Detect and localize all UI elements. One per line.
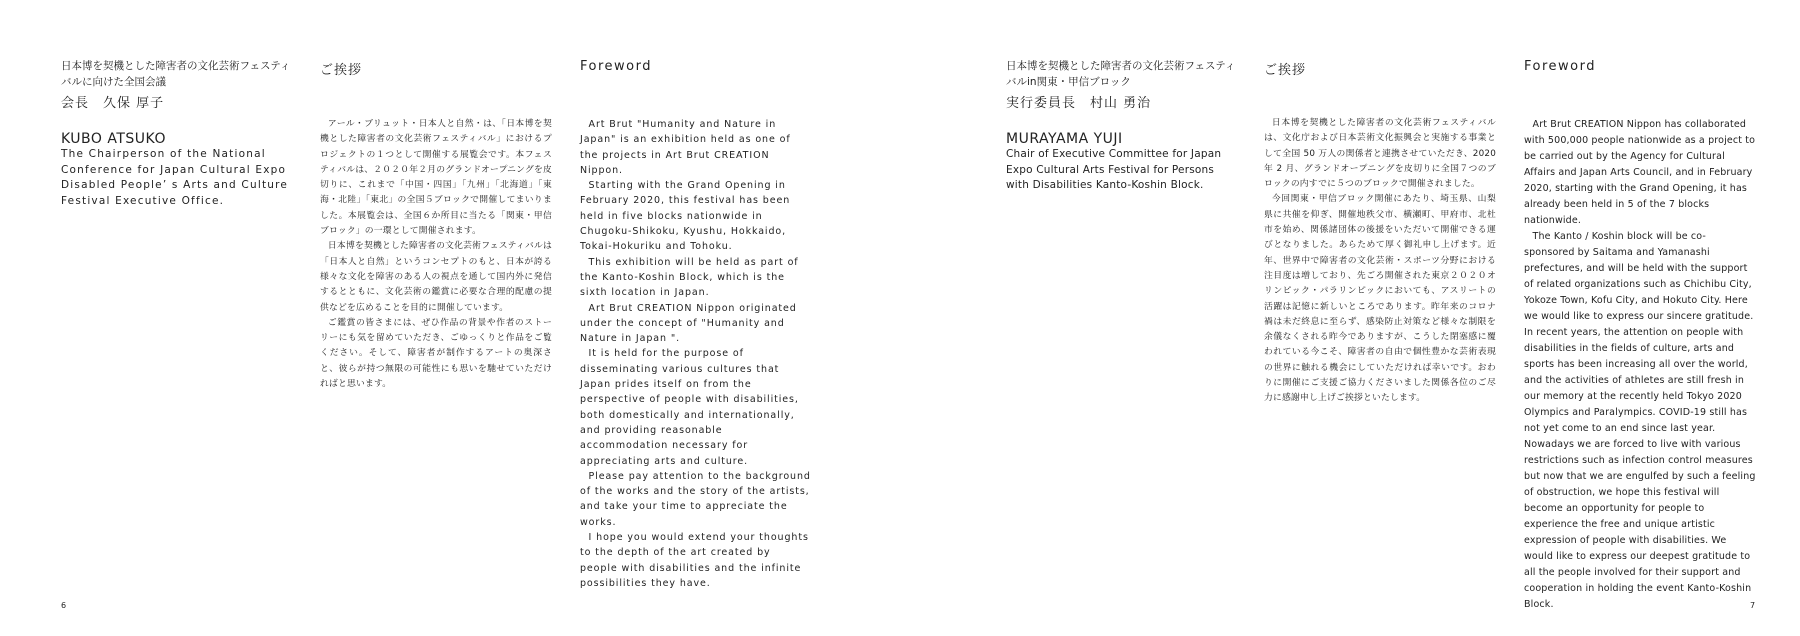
right-greeting-body <box>1264 116 1496 407</box>
right-name-en: MURAYAMA YUJI <box>1006 131 1123 147</box>
left-greeting-paragraph: ご鑑賞の皆さまには、ぜひ作品の背景や作者のストーリーにも気を留めていただき、ごゆっくりと作品をご覧ください。そして、障害者が制作するアートの奥深さと、彼らが持つ無限の可能性にも思いを馳せていただければと思います。 <box>320 317 552 390</box>
right-greeting-paragraph: 今回関東・甲信ブロック開催にあたり、埼玉県、山梨県に共催を仰ぎ、開催地秩父市、横瀬町、甲府市、北杜市を始め、関係諸団体の後援をいただいて開催できる運びとなりました。あらためて厚く御礼申し上げます。近年、世界中で障害者の文化芸術・スポーツ分野における注目度は増しており、先ごろ開催された東京２０２０オリンピック・パラリンピックにおいても、アスリートの活躍は記憶に新しいところであります。昨年来のコロナ禍は未だ終息に至らず、感染防止対策など様々な制限を余儀なくされる昨今でありますが、こうした閉塞感に覆われている今こそ、障害者の自由で個性豊かな芸術表現の世界に触れる機会にしていただければ幸いです。おわりに開催にご支援ご協力くださいました関係各位のご尽力に感謝申し上げご挨拶といたします。 <box>1264 194 1496 404</box>
left-foreword-paragraph: Art Brut "Humanity and Nature in Japan" is an exhibition held as one of the projects in Art Brut CREATION Nippon. <box>580 119 791 176</box>
left-name-ja: 会長 久保 厚子 <box>61 96 165 111</box>
left-greeting-body <box>320 117 552 392</box>
right-foreword-heading: Foreword <box>1524 59 1596 74</box>
left-greeting-paragraph: アール・ブリュット・日本人と自然・は、「日本博を契機とした障害者の文化芸術フェスティバル」におけるプロジェクトの１つとして開催する展覧会です。本フェスティバルは、２０２０年２月のグランドオープニングを皮切りに、これまで「中国・四国」「九州」「北海道」「東海・北陸」「東北」の全国５ブロックで開催してまいりました。本展覧会は、全国６か所目に当たる「関東・甲信ブロック」の一環として開催されます。 <box>320 119 552 237</box>
right-foreword-paragraph: The Kanto / Koshin block will be co-sponsored by Saitama and Yamanashi prefectures, and will be held with the support of related organizations such as Chichibu City, Yokoze Town, Kofu City, and Hokuto City. Here we would like to express our sincere gratitude. In recent years, the attention on people with disabilities in the fields of culture, arts and sports has been increasing all over the world, and the activities of athletes are still fresh in our memory at the recently held Tokyo 2020 Olympics and Paralympics. COVID-19 still has not yet come to an end since last year. Nowadays we are forced to live with various restrictions such as infection control measures but now that we are engulfed by such a feeling of obstruction, we hope this festival will become an opportunity for people to experience the free and unique artistic expression of people with disabilities. We would like to express our deepest gratitude to all the people involved for their support and cooperation in holding the event Kanto-Koshin Block. <box>1524 231 1756 610</box>
left-foreword-body <box>580 117 812 591</box>
right-page-number: 7 <box>1750 601 1756 610</box>
right-name-ja: 実行委員長 村山 勇治 <box>1006 96 1152 111</box>
left-greeting-paragraph: 日本博を契機とした障害者の文化芸術フェスティバルは「日本人と自然」というコンセプトのもと、日本が誇る様々な文化を障害のある人の視点を通して国内外に発信するとともに、文化芸術の鑑賞に必要な合理的配慮の提供などを広めることを目的に開催しています。 <box>320 241 552 313</box>
left-author-block <box>61 58 293 209</box>
right-author-block <box>1006 58 1238 194</box>
left-foreword-paragraph: Please pay attention to the background of the works and the story of the artists, and take your time to appreciate the works. <box>580 470 811 528</box>
right-foreword-paragraph: Art Brut CREATION Nippon has collaborated with 500,000 people nationwide as a project to be carried out by the Agency for Cultural Affairs and Japan Arts Council, and in February 2020, starting with the Grand Opening, it has already been held in 5 of the 7 blocks nationwide. <box>1524 119 1756 226</box>
right-title-en: Chair of Executive Committee for Japan Expo Cultural Arts Festival for Persons with Disabilities Kanto-Koshin Block. <box>1006 148 1222 191</box>
left-foreword-heading: Foreword <box>580 59 652 74</box>
left-foreword-paragraph: I hope you would extend your thoughts to the depth of the art created by people with disabilities and the infinite possibilities they have. <box>580 532 809 589</box>
left-foreword-paragraph: It is held for the purpose of disseminating various cultures that Japan prides itself on from the perspective of people with disabilities, both domestically and internationally, and providing reasonable accommodation necessary for appreciating arts and culture. <box>580 348 799 467</box>
left-foreword-paragraph: Starting with the Grand Opening in February 2020, this festival has been held in five blocks nationwide in Chugoku-Shikoku, Kyushu, Hokkaido, Tokai-Hokuriku and Tohoku. <box>580 180 791 253</box>
left-greeting-heading: ご挨拶 <box>320 63 363 78</box>
right-foreword-body <box>1524 117 1756 613</box>
right-greeting-heading: ご挨拶 <box>1264 63 1307 78</box>
right-organization: 日本博を契機とした障害者の文化芸術フェスティバルin関東・甲信ブロック <box>1006 60 1236 88</box>
left-page-number: 6 <box>61 601 67 610</box>
left-organization: 日本博を契機とした障害者の文化芸術フェスティバルに向けた全国会議 <box>61 60 291 88</box>
left-foreword-paragraph: This exhibition will be held as part of the Kanto-Koshin Block, which is the sixth location in Japan. <box>580 256 799 299</box>
left-title-en: The Chairperson of the National Conference for Japan Cultural Expo Disabled People’ s Arts and Culture Festival Executive Office. <box>61 148 289 207</box>
left-name-en: KUBO ATSUKO <box>61 131 166 147</box>
right-greeting-paragraph: 日本博を契機とした障害者の文化芸術フェスティバルは、文化庁および日本芸術文化振興会と実施する事業として全国 50 万人の関係者と連携させていただき、2020 年 2 月、グランドオープニングを皮切りに全国７つのブロックの内すでに５つのブロックで開催されました。 <box>1264 118 1496 190</box>
left-foreword-paragraph: Art Brut CREATION Nippon originated under the concept of "Humanity and Nature in Japan ". <box>580 302 797 345</box>
